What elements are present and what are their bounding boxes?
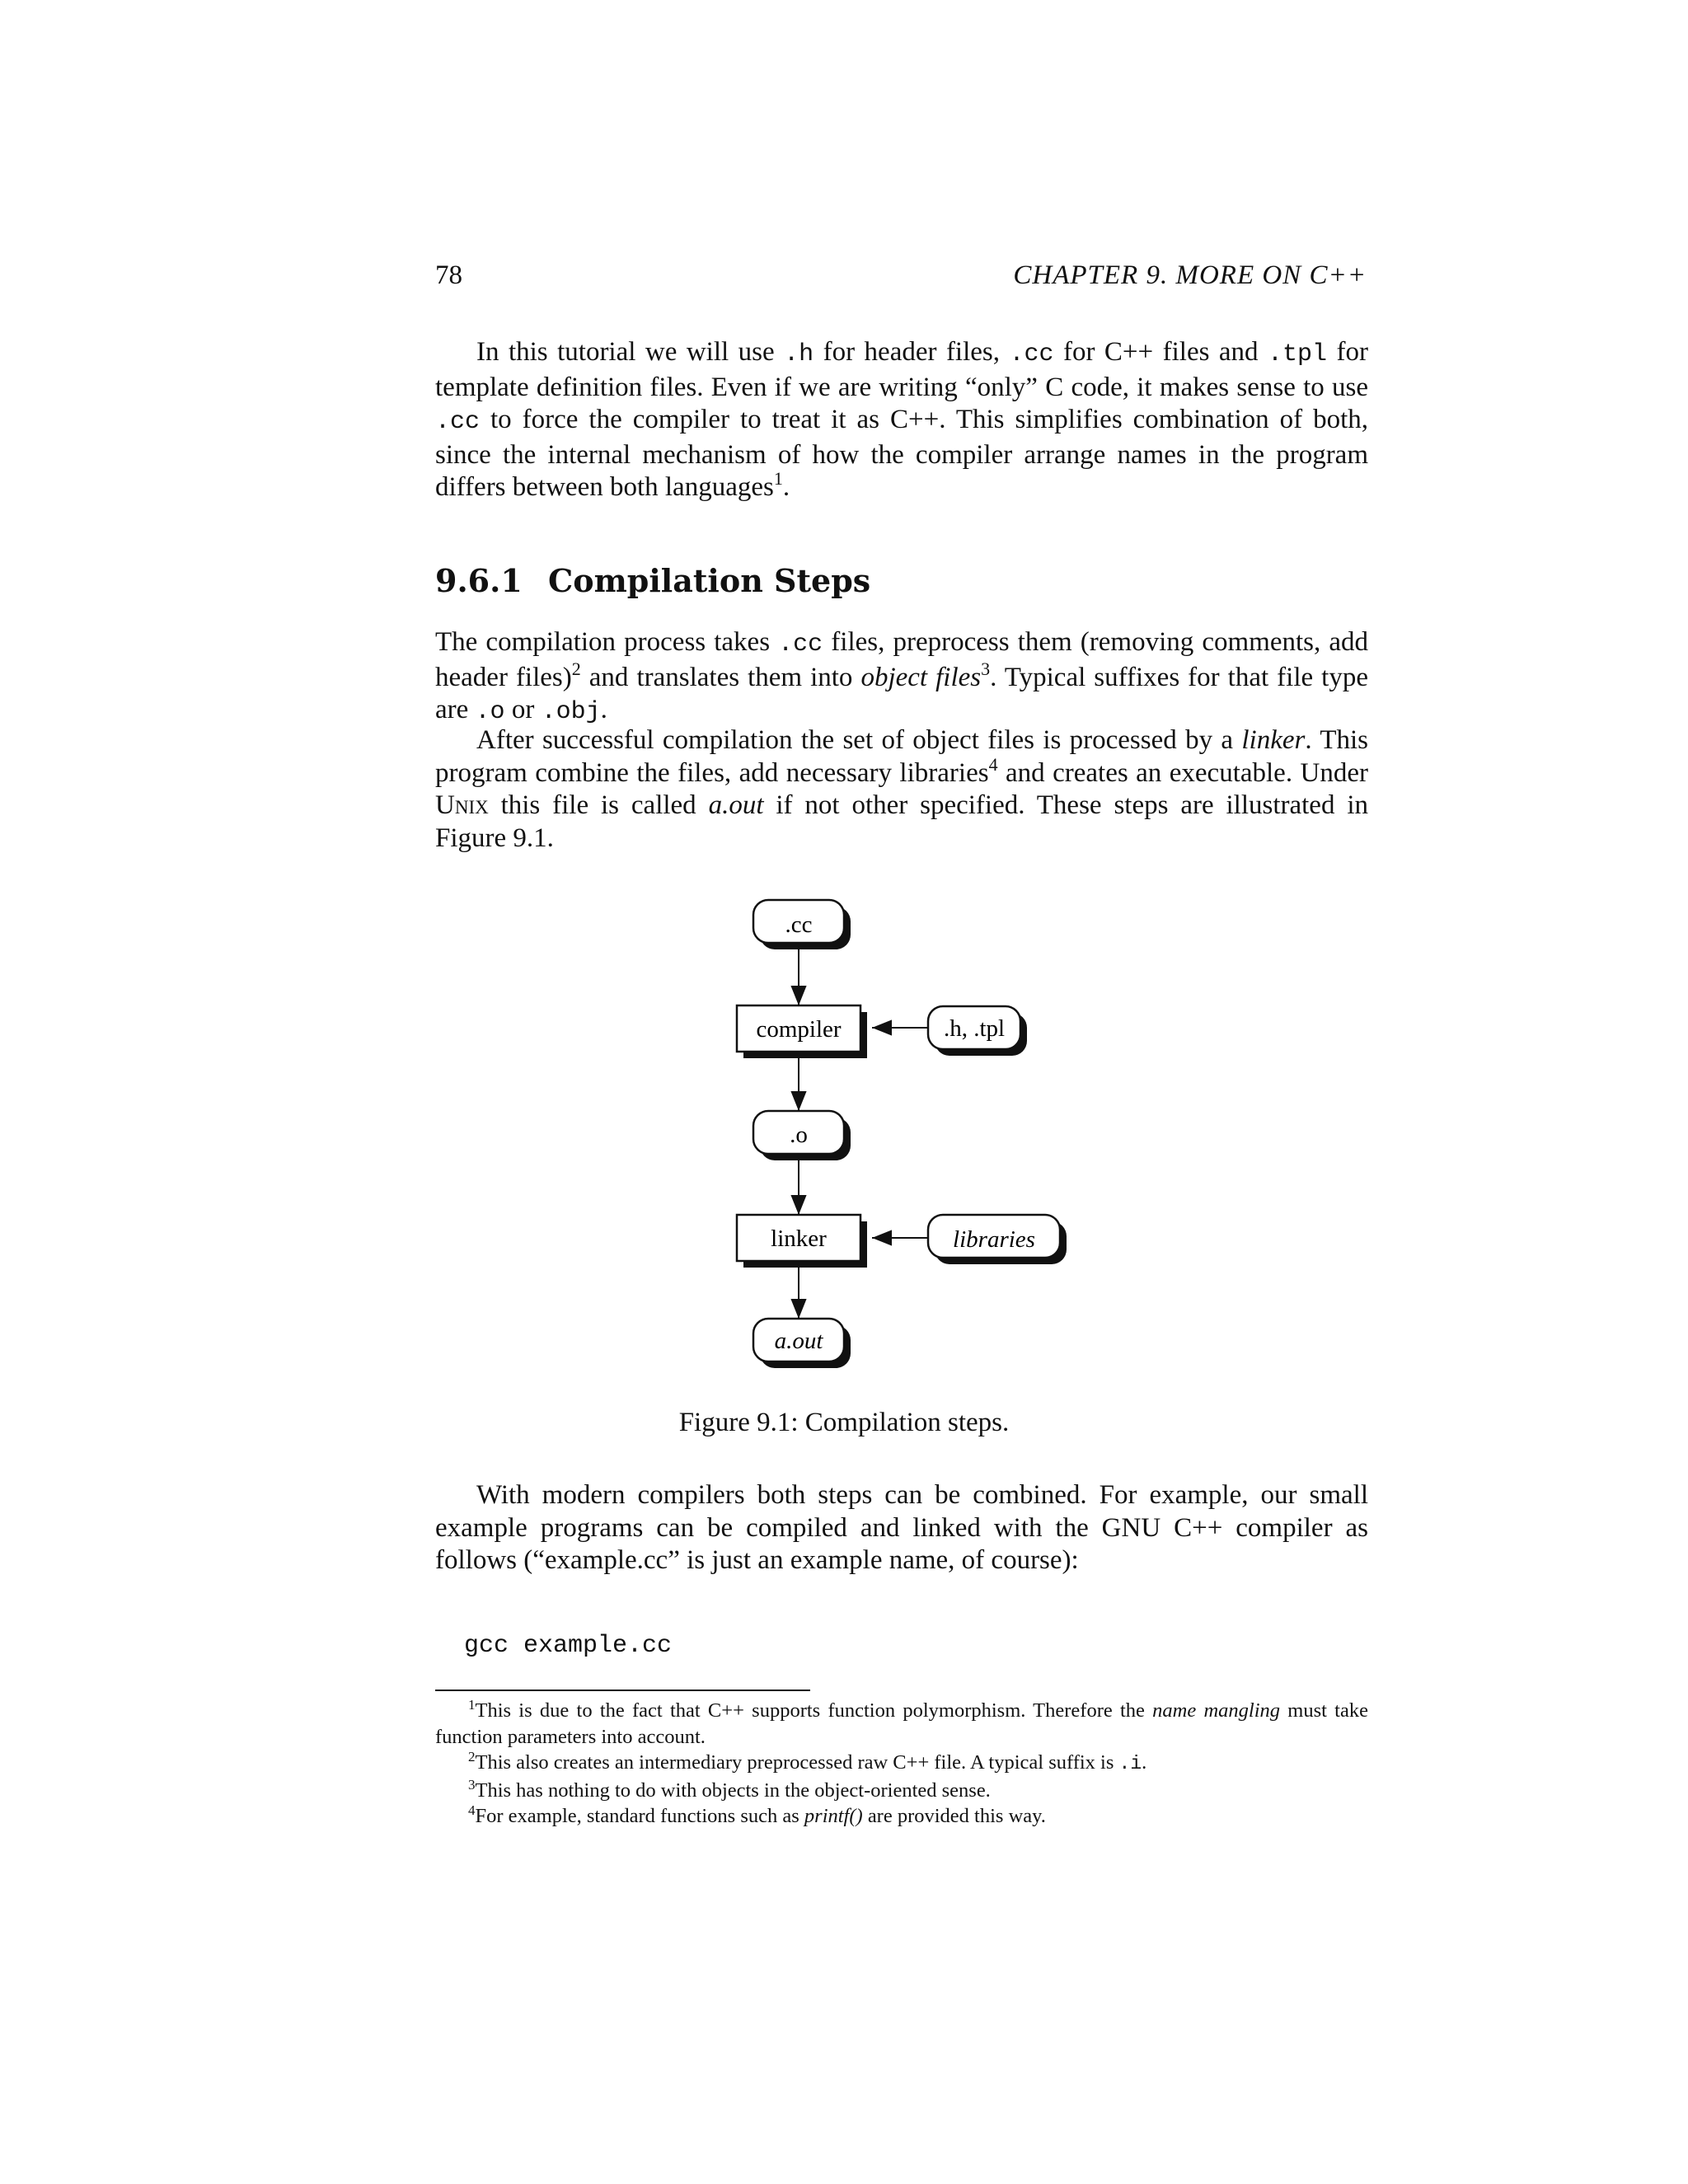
node-linker-label: linker [771, 1226, 827, 1252]
term-object-files: object files [860, 662, 982, 692]
compilation-paragraph: The compilation process takes .cc files, preprocess them (removing comments, add header files)$^2$ and translates them into object files$^3$. Typical suffixes for that file type are .o or .obj. [435, 627, 1369, 726]
node-libraries-label: libraries [953, 1226, 1035, 1253]
section-title: Compilation Steps [548, 562, 871, 599]
code-h: .h [784, 340, 814, 368]
node-object-label: .o [790, 1122, 808, 1148]
running-head: CHAPTER 9. MORE ON C++ [1013, 260, 1367, 290]
footnote-ref-3: 3 [981, 658, 991, 679]
node-compiler [737, 1005, 867, 1058]
code-o: .o [475, 698, 505, 726]
node-compiler-label: compiler [756, 1016, 842, 1043]
intro-paragraph: In this tutorial we will use .h for header files, .cc for C++ files and .tpl for template definition files. Even if we are writing “only” C code, it makes sense to use .cc to force the compiler to treat it as C++. This simplifies combination of both, since the internal mechanism of how the compiler arrange names in the program differs between both languages$^1$. [435, 337, 1368, 502]
term-printf: printf() [804, 1805, 863, 1827]
code-tpl: .tpl [1268, 340, 1328, 368]
code-obj: .obj [541, 698, 601, 726]
footnote-ref-4: 4 [988, 753, 998, 775]
term-name-mangling: name mangling [1152, 1699, 1281, 1722]
term-a-out: a.out [708, 790, 764, 820]
section-number: 9.6.1 [435, 562, 523, 599]
node-aout-label: a.out [774, 1328, 823, 1354]
node-aout [753, 1319, 851, 1368]
footnote-4: $^4$For example, standard functions such as printf() are provided this way. [468, 1802, 1046, 1827]
code-i: .i [1118, 1753, 1142, 1774]
term-linker: linker [1241, 725, 1306, 755]
footnote-3: $^3$This has nothing to do with objects in the object-oriented sense. [468, 1776, 991, 1802]
node-cc [753, 900, 851, 949]
page-number: 78 [435, 260, 462, 290]
modern-compilers-paragraph: With modern compilers both steps can be combined. For example, our small example programs can be compiled and linked with the GNU C++ compiler as follows (“example.cc” is just an example name, of course): [435, 1480, 1368, 1575]
node-cc-label: .cc [785, 912, 813, 938]
footnote-1: $^1$This is due to the fact that C++ supports function polymorphism. Therefore the name mangling must take function parameters into account. [435, 1697, 1368, 1748]
node-libraries [928, 1215, 1067, 1264]
node-headers-label: .h, .tpl [943, 1015, 1006, 1042]
linker-paragraph: After successful compilation the set of object files is processed by a linker. This program combine the files, add necessary libraries$^4$ and creates an executable. Under Unix this file is called a.out if not other specified. These steps are illustrated in Figure 9.1. [435, 725, 1368, 853]
code-cc: .cc [1009, 340, 1054, 368]
figure-caption: Figure 9.1: Compilation steps. [678, 1408, 1010, 1437]
code-example: gcc example.cc [464, 1632, 673, 1660]
footnote-ref-2: 2 [571, 658, 581, 679]
footnote-ref-1: 1 [773, 468, 783, 489]
node-linker [737, 1215, 867, 1268]
code-cc: .cc [778, 630, 823, 658]
code-cc: .cc [435, 408, 481, 436]
node-object [753, 1111, 851, 1160]
footnote-2: $^2$This also creates an intermediary preprocessed raw C++ file. A typical suffix is .i. [468, 1749, 1147, 1774]
node-headers [928, 1006, 1027, 1056]
footnote-rule [435, 1690, 810, 1691]
term-unix: Unix [435, 790, 489, 820]
footnotes [435, 1698, 1368, 1830]
